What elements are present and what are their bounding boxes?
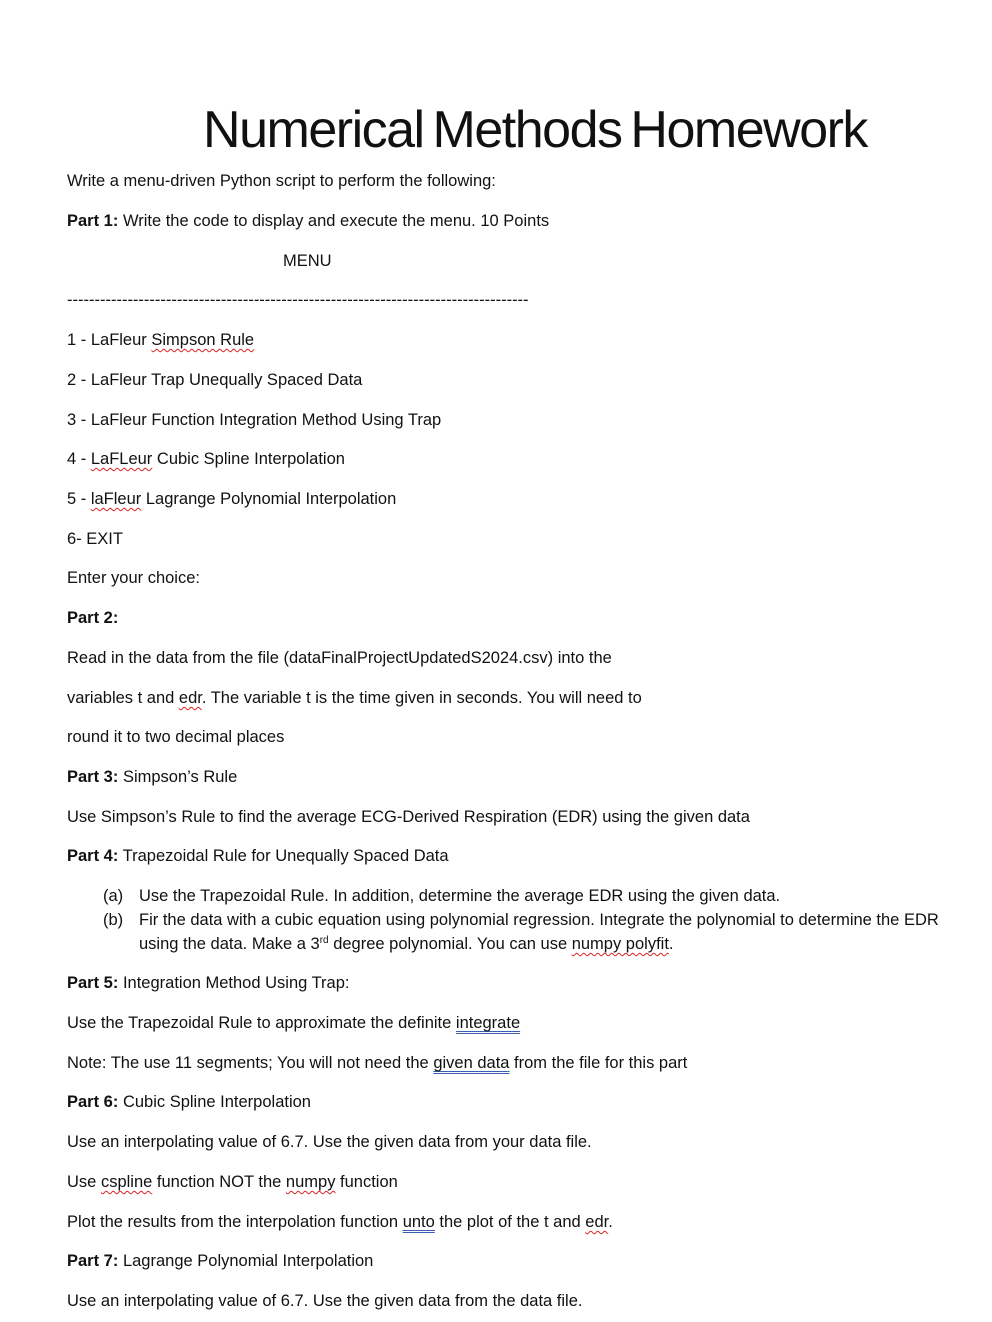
part2-line-2-flag: edr: [178, 689, 202, 707]
part4-b-line-2: [139, 933, 674, 955]
menu-item-5-prefix: 5 -: [67, 490, 91, 508]
part5-text: Integration Method Using Trap:: [118, 974, 350, 992]
part1-label: Part 1:: [67, 212, 119, 230]
part5-heading: [67, 972, 350, 994]
part6-line-2: [67, 1171, 398, 1193]
part4-b-line-2-c: .: [668, 935, 674, 953]
part4-a-marker: (a): [103, 887, 124, 905]
part6-line-2-a: Use: [67, 1173, 101, 1191]
menu-item-5: [67, 488, 396, 510]
part5-line-2: [67, 1052, 687, 1074]
part7-line-1: Use an interpolating value of 6.7. Use the given data from the data file.: [67, 1292, 583, 1310]
part6-label: Part 6:: [67, 1093, 119, 1111]
part2-line-3: round it to two decimal places: [67, 728, 285, 746]
menu-item-1-flagged: Simpson Rule: [151, 331, 255, 349]
part6-line-3-link: unto: [402, 1213, 435, 1231]
menu-item-2: [67, 369, 362, 391]
part2-heading: [67, 607, 118, 629]
part1-paragraph: [67, 210, 549, 232]
part2-line-2-b: . The variable t is the time given in seconds. You will need to: [201, 689, 642, 707]
menu-item-2-text: 2 - LaFleur Trap Unequally Spaced Data: [67, 371, 363, 389]
part3-heading: [67, 766, 237, 788]
part2-line-2: [67, 687, 642, 709]
part6-line-2-b: function NOT the: [152, 1173, 286, 1191]
part4-a-text: Use the Trapezoidal Rule. In addition, determine the average EDR using the given data.: [139, 887, 781, 905]
part4-heading: [67, 845, 449, 867]
part2-label: Part 2:: [67, 609, 119, 627]
part6-line-2-flag1: cspline: [100, 1173, 153, 1191]
part7-label: Part 7:: [67, 1252, 119, 1270]
part4-b-superscript: rd: [319, 935, 329, 946]
document-title: Numerical Methods Homework: [203, 101, 867, 159]
part4-b-line-2-b: degree polynomial. You can use: [328, 935, 572, 953]
menu-item-3: [67, 409, 441, 431]
part4-text: Trapezoidal Rule for Unequally Spaced Data: [118, 847, 449, 865]
part6-heading: [67, 1091, 311, 1113]
part5-label: Part 5:: [67, 974, 119, 992]
part6-line-3-a: Plot the results from the interpolation function: [67, 1213, 403, 1231]
menu-item-1-text: 1 - LaFleur: [67, 331, 152, 349]
part2-line-2-a: variables t and: [67, 689, 179, 707]
part4-b-line-2-a: using the data. Make a 3: [139, 935, 320, 953]
menu-item-3-text: 3 - LaFleur Function Integration Method Using Trap: [67, 411, 442, 429]
part6-line-2-flag2: numpy: [285, 1173, 336, 1191]
part3-label: Part 3:: [67, 768, 119, 786]
part6-line-3-c: .: [608, 1213, 613, 1231]
menu-item-4-prefix: 4 -: [67, 450, 91, 468]
part6-text: Cubic Spline Interpolation: [118, 1093, 311, 1111]
part5-line-1-link: integrate: [455, 1014, 521, 1032]
menu-item-6: [67, 528, 123, 550]
menu-heading: MENU: [283, 252, 332, 270]
part4-b-marker: (b): [103, 911, 124, 929]
part5-line-1-a: Use the Trapezoidal Rule to approximate the definite: [67, 1014, 456, 1032]
part4-b-flag: numpy polyfit: [571, 935, 669, 953]
menu-divider: ------------------------------------------------------------------------------------: [67, 291, 529, 309]
menu-item-4-suffix: Cubic Spline Interpolation: [152, 450, 345, 468]
part3-text: Simpson’s Rule: [118, 768, 238, 786]
menu-item-4-flagged: LaFLeur: [90, 450, 153, 468]
part6-line-3-b: the plot of the t and: [434, 1213, 586, 1231]
part5-line-1: [67, 1012, 520, 1034]
part6-line-3-flag: edr: [585, 1213, 609, 1231]
menu-item-5-suffix: Lagrange Polynomial Interpolation: [141, 490, 397, 508]
menu-prompt: Enter your choice:: [67, 569, 200, 587]
part7-heading: [67, 1250, 373, 1272]
part6-line-3: [67, 1211, 613, 1233]
part6-line-1: Use an interpolating value of 6.7. Use the given data from your data file.: [67, 1133, 592, 1151]
part5-line-2-a: Note: The use 11 segments; You will not need the: [67, 1054, 434, 1072]
part7-text: Lagrange Polynomial Interpolation: [118, 1252, 374, 1270]
part1-text: Write the code to display and execute the menu. 10 Points: [118, 212, 550, 230]
part4-b-line-1: Fir the data with a cubic equation using polynomial regression. Integrate the polynomial to determine the EDR: [139, 911, 939, 929]
part2-line-1: Read in the data from the file (dataFinalProjectUpdatedS2024.csv) into the: [67, 649, 612, 667]
part5-line-2-b: from the file for this part: [509, 1054, 688, 1072]
menu-item-4: [67, 448, 345, 470]
part5-line-2-link: given data: [433, 1054, 510, 1072]
part3-body: Use Simpson’s Rule to find the average ECG-Derived Respiration (EDR) using the given data: [67, 808, 750, 826]
menu-item-1: [67, 329, 254, 351]
intro-paragraph: Write a menu-driven Python script to perform the following:: [67, 172, 496, 190]
menu-item-5-flagged: laFleur: [90, 490, 142, 508]
part4-label: Part 4:: [67, 847, 119, 865]
menu-item-6-text: 6- EXIT: [67, 530, 123, 548]
part6-line-2-c: function: [335, 1173, 398, 1191]
